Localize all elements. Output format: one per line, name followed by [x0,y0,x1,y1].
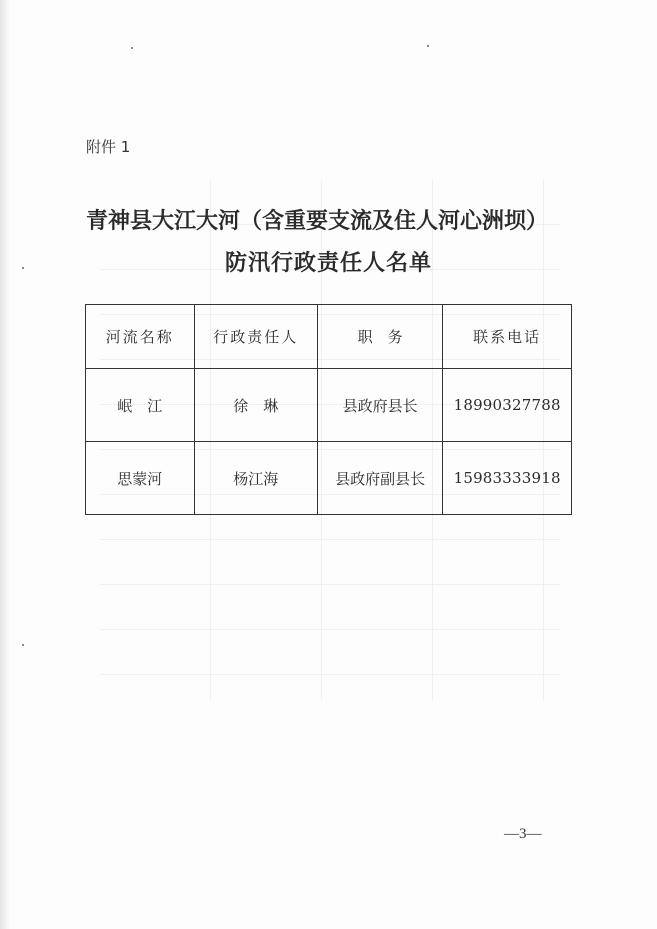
scan-speck [22,644,24,646]
table-row [86,442,572,515]
cell-phone: 15983333918 [443,442,572,515]
cell-responsible-person: 杨江海 [194,442,317,515]
responsibility-table [85,304,572,515]
attachment-label: 附件 1 [86,138,131,156]
cell-responsible-person: 徐 琳 [194,369,317,442]
header-position: 职 务 [318,305,443,369]
header-river-name: 河流名称 [86,305,195,369]
scan-speck [131,47,133,49]
scan-edge-shadow [0,0,10,929]
document-title-line1: 青神县大江大河（含重要支流及住人河心洲坝） [86,208,549,234]
cell-river-name: 思蒙河 [86,442,195,515]
page-number: —3— [504,826,542,842]
cell-position: 县政府副县长 [318,442,443,515]
header-phone: 联系电话 [443,305,572,369]
document-title-line2: 防汛行政责任人名单 [224,250,432,276]
header-responsible-person: 行政责任人 [194,305,317,369]
table-row [86,369,572,442]
scan-speck [427,45,429,47]
cell-phone: 18990327788 [443,369,572,442]
cell-river-name: 岷 江 [86,369,195,442]
cell-position: 县政府县长 [318,369,443,442]
table-header-row [86,305,572,369]
